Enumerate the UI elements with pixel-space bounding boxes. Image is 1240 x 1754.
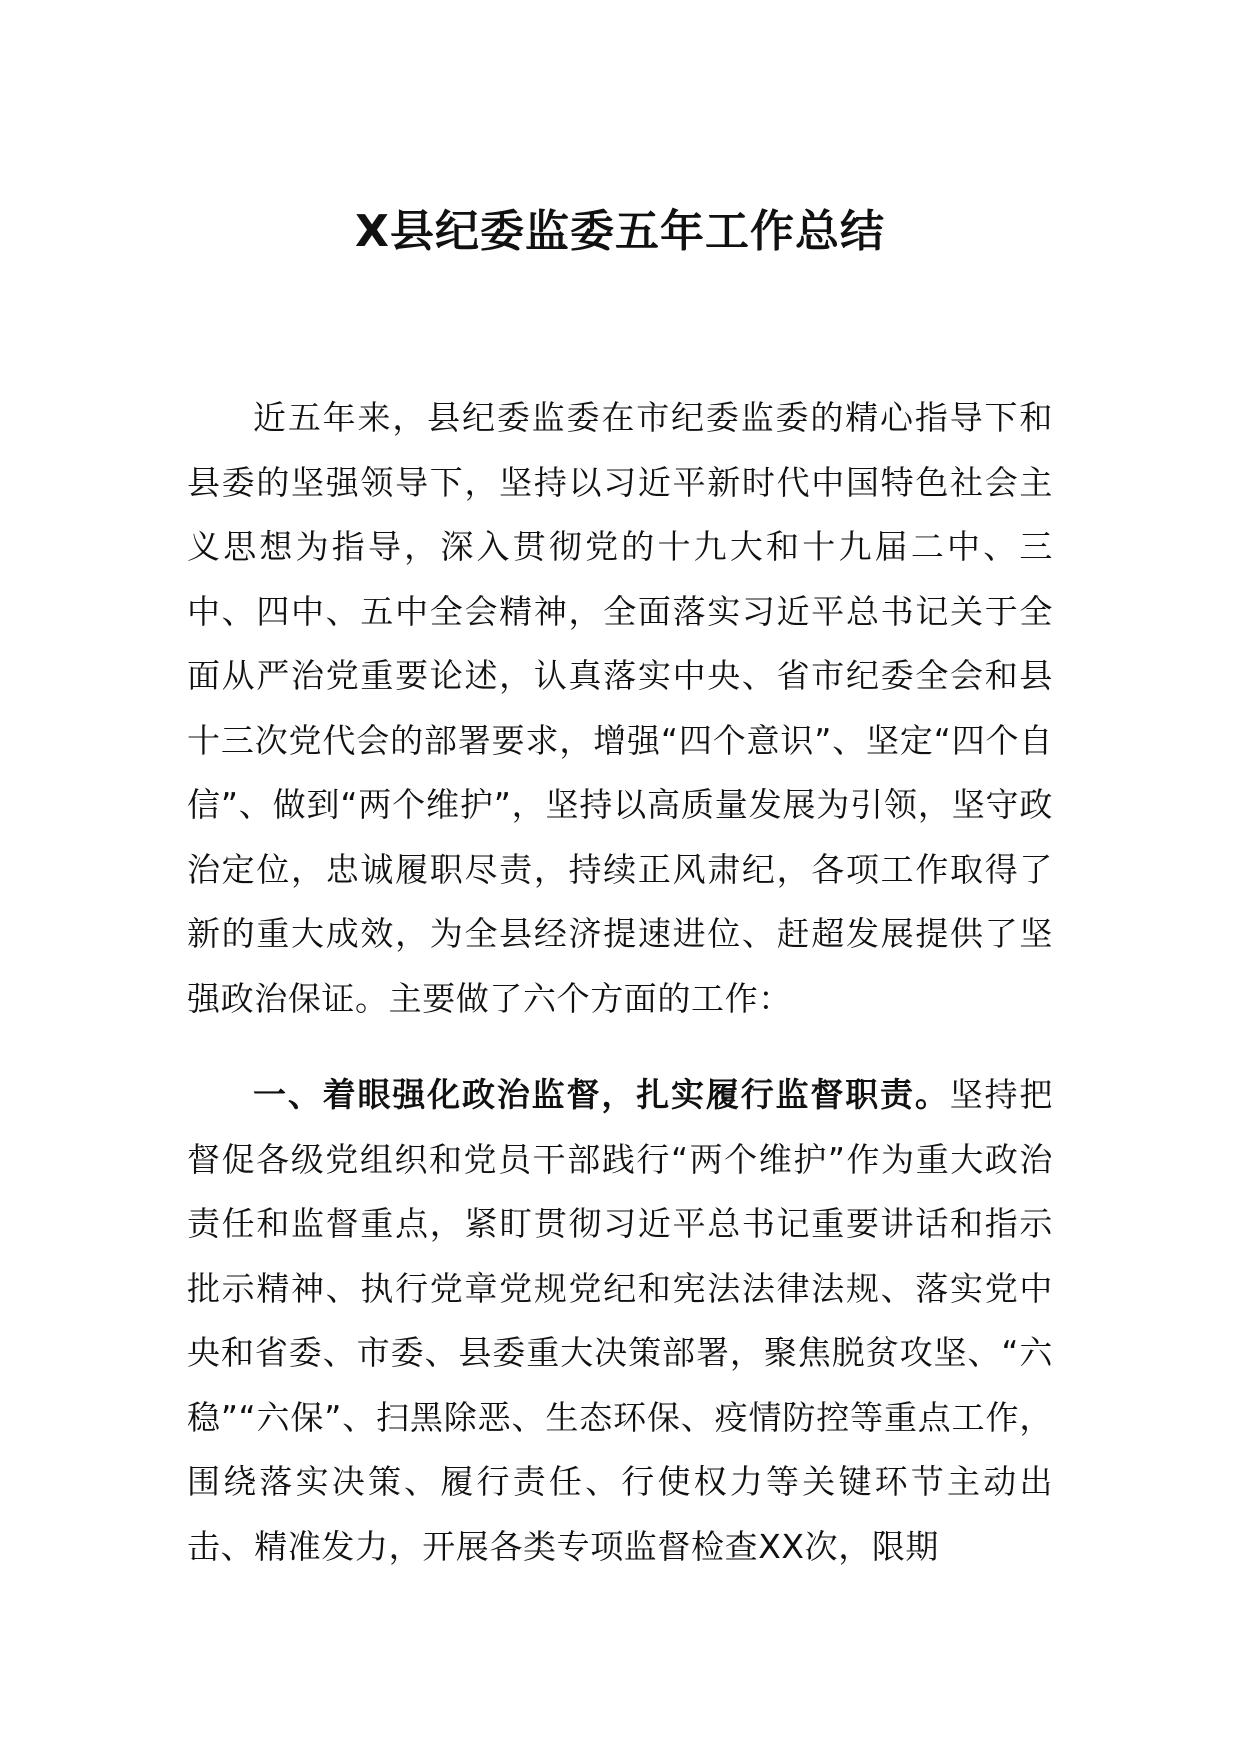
- intro-paragraph: [187, 386, 1053, 1031]
- section-one-paragraph: [187, 1063, 1053, 1579]
- section-one-heading: 一、着眼强化政治监督，扎实履行监督职责。: [253, 1075, 950, 1114]
- document-title: X县纪委监委五年工作总结: [355, 206, 885, 257]
- intro-paragraph-text: 近五年来，县纪委监委在市纪委监委的精心指导下和县委的坚强领导下，坚持以习近平新时代中国特色社会主义思想为指导，深入贯彻党的十九大和十九届二中、三中、四中、五中全会精神，全面落实习近平总书记关于全面从严治党重要论述，认真落实中央、省市纪委全会和县十三次党代会的部署要求，增强“四个意识”、坚定“四个自信”、做到“两个维护”，坚持以高质量发展为引领，坚守政治定位，忠诚履职尽责，持续正风肃纪，各项工作取得了新的重大成效，为全县经济提速进位、赶超发展提供了坚强政治保证。主要做了六个方面的工作：: [187, 398, 1053, 1018]
- section-one-text: 坚持把督促各级党组织和党员干部践行“两个维护”作为重大政治责任和监督重点，紧盯贯彻习近平总书记重要讲话和指示批示精神、执行党章党规党纪和宪法法律法规、落实党中央和省委、市委、县委重大决策部署，聚焦脱贫攻坚、“六稳”“六保”、扫黑除恶、生态环保、疫情防控等重点工作，围绕落实决策、履行责任、行使权力等关键环节主动出击、精准发力，开展各类专项监督检查XX次，限期: [187, 1075, 1053, 1566]
